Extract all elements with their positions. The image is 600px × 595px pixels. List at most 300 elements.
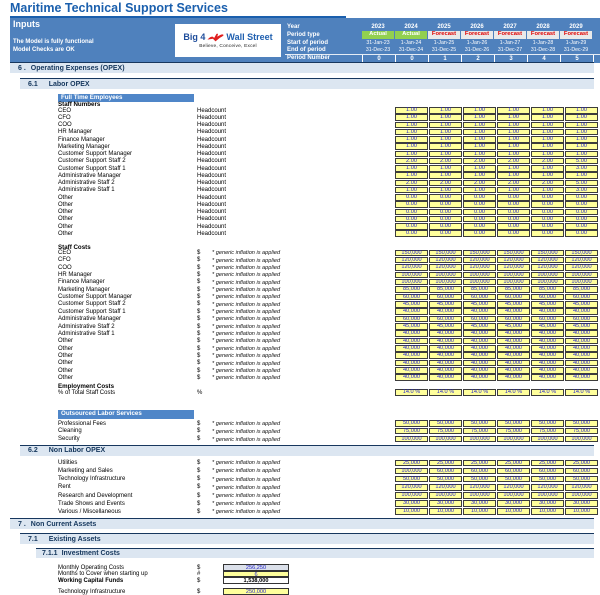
input-cell[interactable]: 40,000 <box>565 367 598 374</box>
input-cell[interactable]: 30,000 <box>497 500 530 507</box>
input-cell[interactable]: 1.00 <box>395 165 428 172</box>
input-cell[interactable]: 40,000 <box>565 338 598 345</box>
input-cell[interactable]: 0.00 <box>497 201 530 208</box>
input-cell[interactable]: 40,000 <box>531 352 564 359</box>
input-cell[interactable]: 100,000 <box>497 492 530 499</box>
input-cell[interactable]: 100,000 <box>497 272 530 279</box>
input-cell[interactable]: 50,000 <box>463 476 496 483</box>
input-cell[interactable]: 100,000 <box>531 279 564 286</box>
input-cell[interactable]: 1.00 <box>531 136 564 143</box>
input-cell[interactable]: 0.00 <box>395 201 428 208</box>
input-cell[interactable]: 120,000 <box>497 257 530 264</box>
input-cell[interactable]: 40,000 <box>497 374 530 381</box>
input-cell[interactable]: 60,000 <box>463 316 496 323</box>
input-cell[interactable]: 120,000 <box>395 264 428 271</box>
input-cell[interactable]: 0.00 <box>463 223 496 230</box>
input-cell[interactable]: 25,000 <box>429 460 462 467</box>
unit-label: $ <box>197 294 201 301</box>
input-cell[interactable]: 0.00 <box>497 216 530 223</box>
input-cell[interactable]: 50,000 <box>497 476 530 483</box>
input-cell[interactable]: 85,000 <box>531 286 564 293</box>
input-cell[interactable]: 50,000 <box>429 420 462 427</box>
input-cell[interactable]: 75,000 <box>531 428 564 435</box>
input-cell[interactable]: 60,000 <box>531 294 564 301</box>
input-cell[interactable]: 85,000 <box>497 286 530 293</box>
input-cell[interactable]: 1.00 <box>463 151 496 158</box>
input-cell[interactable]: 1.00 <box>497 143 530 150</box>
input-cell[interactable]: 100,000 <box>429 279 462 286</box>
input-cell[interactable]: 2.00 <box>531 158 564 165</box>
input-cell[interactable]: 2.00 <box>463 158 496 165</box>
input-cell[interactable]: 1.00 <box>395 114 428 121</box>
input-cell[interactable]: 30,000 <box>531 500 564 507</box>
input-cell[interactable]: 6 <box>223 571 289 578</box>
input-cell[interactable]: 10,000 <box>531 508 564 515</box>
input-cell[interactable]: 45,000 <box>429 301 462 308</box>
input-cell[interactable]: 1.00 <box>395 187 428 194</box>
input-cell[interactable]: 1.00 <box>565 151 598 158</box>
input-cell[interactable]: 120,000 <box>429 484 462 491</box>
input-cell[interactable]: 40,000 <box>395 330 428 337</box>
input-cell[interactable]: 40,000 <box>395 367 428 374</box>
input-cell[interactable]: 1.00 <box>565 129 598 136</box>
input-cell[interactable]: 250,000 <box>223 588 289 595</box>
input-cell[interactable]: 0.00 <box>395 216 428 223</box>
input-cell[interactable]: 10,000 <box>497 508 530 515</box>
input-cell[interactable]: 1.00 <box>497 129 530 136</box>
input-cell[interactable]: 40,000 <box>565 330 598 337</box>
input-cell[interactable]: 60,000 <box>429 294 462 301</box>
row-label: Cleaning <box>58 428 82 435</box>
input-cell[interactable]: 1.00 <box>429 114 462 121</box>
input-cell[interactable]: 60,000 <box>463 468 496 475</box>
input-cell[interactable]: 100,000 <box>565 272 598 279</box>
input-cell[interactable]: 150,000 <box>463 250 496 257</box>
input-cell[interactable]: 40,000 <box>531 367 564 374</box>
input-cell[interactable]: 14.0 % <box>497 389 530 396</box>
input-cell[interactable]: 3.00 <box>565 165 598 172</box>
input-cell[interactable]: 85,000 <box>429 286 462 293</box>
input-cell[interactable]: 100,000 <box>531 492 564 499</box>
input-cell[interactable]: 100,000 <box>531 436 564 443</box>
input-cell[interactable]: 30,000 <box>429 500 462 507</box>
input-cell[interactable]: 50,000 <box>531 476 564 483</box>
input-cell[interactable]: 0.00 <box>395 209 428 216</box>
input-cell[interactable]: 25,000 <box>565 460 598 467</box>
input-cell[interactable]: 45,000 <box>395 301 428 308</box>
input-cell[interactable]: 40,000 <box>497 367 530 374</box>
input-cell[interactable]: 40,000 <box>429 338 462 345</box>
input-cell[interactable]: 0.00 <box>531 223 564 230</box>
input-cell[interactable]: 40,000 <box>531 330 564 337</box>
input-cell[interactable]: 1.00 <box>497 172 530 179</box>
input-cell[interactable]: 100,000 <box>395 468 428 475</box>
input-cell[interactable]: 30,000 <box>395 500 428 507</box>
input-cell[interactable]: 45,000 <box>497 323 530 330</box>
input-cell[interactable]: 40,000 <box>395 360 428 367</box>
input-cell[interactable]: 1.00 <box>497 136 530 143</box>
input-cell[interactable]: 1.00 <box>463 129 496 136</box>
input-cell[interactable]: 1.00 <box>565 122 598 129</box>
input-cell[interactable]: 2.00 <box>497 180 530 187</box>
input-cell[interactable]: 0.00 <box>463 201 496 208</box>
input-cell[interactable]: 100,000 <box>429 436 462 443</box>
input-cell[interactable]: 40,000 <box>463 360 496 367</box>
inflation-note: * generic inflation is applied <box>212 316 281 323</box>
input-cell[interactable]: 40,000 <box>531 308 564 315</box>
input-cell[interactable]: 10,000 <box>463 508 496 515</box>
input-cell[interactable]: 40,000 <box>531 338 564 345</box>
input-cell[interactable]: 60,000 <box>497 316 530 323</box>
input-cell[interactable]: 1.00 <box>497 165 530 172</box>
input-cell[interactable]: 1.00 <box>463 136 496 143</box>
input-cell[interactable]: 40,000 <box>497 330 530 337</box>
input-cell[interactable]: 1.00 <box>463 114 496 121</box>
input-cell[interactable]: 0.00 <box>497 209 530 216</box>
input-cell[interactable]: 1.00 <box>395 143 428 150</box>
input-cell[interactable]: 100,000 <box>395 279 428 286</box>
input-cell[interactable]: 25,000 <box>463 460 496 467</box>
input-cell[interactable]: 100,000 <box>395 492 428 499</box>
input-cell[interactable]: 0.00 <box>395 194 428 201</box>
input-cell[interactable]: 3.00 <box>565 187 598 194</box>
input-cell[interactable]: 0.00 <box>531 194 564 201</box>
input-cell[interactable]: 60,000 <box>565 294 598 301</box>
input-cell[interactable]: 40,000 <box>429 308 462 315</box>
input-cell[interactable]: 40,000 <box>395 374 428 381</box>
input-cell[interactable]: 40,000 <box>463 345 496 352</box>
input-cell[interactable]: 0.00 <box>395 223 428 230</box>
row-label: Administrative Staff 1 <box>58 330 115 337</box>
row-label: Finance Manager <box>58 136 105 143</box>
input-cell[interactable]: 1.00 <box>531 187 564 194</box>
input-cell[interactable]: 50,000 <box>565 476 598 483</box>
input-cell[interactable]: 40,000 <box>429 374 462 381</box>
input-cell[interactable]: 0.00 <box>429 223 462 230</box>
input-cell[interactable]: 50,000 <box>395 476 428 483</box>
input-cell[interactable]: 100,000 <box>463 492 496 499</box>
input-cell[interactable]: 100,000 <box>497 279 530 286</box>
input-cell[interactable]: 120,000 <box>429 257 462 264</box>
row-label: Marketing Manager <box>58 286 110 293</box>
input-cell[interactable]: 60,000 <box>429 316 462 323</box>
input-cell[interactable]: 1.00 <box>531 122 564 129</box>
input-cell[interactable]: 40,000 <box>531 374 564 381</box>
input-cell[interactable]: 30,000 <box>565 500 598 507</box>
input-cell[interactable]: 40,000 <box>531 360 564 367</box>
input-cell[interactable]: 0.00 <box>565 194 598 201</box>
input-cell[interactable]: 0.00 <box>497 194 530 201</box>
input-cell[interactable]: 10,000 <box>395 508 428 515</box>
input-cell[interactable]: 1.00 <box>429 136 462 143</box>
input-cell[interactable]: 0.00 <box>565 223 598 230</box>
input-cell[interactable]: 45,000 <box>497 301 530 308</box>
input-cell[interactable]: 45,000 <box>463 301 496 308</box>
inflation-note: * generic inflation is applied <box>212 323 281 330</box>
input-cell[interactable]: 40,000 <box>429 367 462 374</box>
input-cell[interactable]: 40,000 <box>463 374 496 381</box>
input-cell[interactable]: 120,000 <box>531 484 564 491</box>
row-cells <box>395 294 599 301</box>
input-cell[interactable]: 1.00 <box>429 143 462 150</box>
input-cell[interactable]: 2.00 <box>395 158 428 165</box>
input-cell[interactable]: 2.00 <box>429 158 462 165</box>
input-cell[interactable]: 120,000 <box>463 484 496 491</box>
input-cell[interactable]: 40,000 <box>497 345 530 352</box>
input-cell[interactable]: 0.00 <box>463 209 496 216</box>
input-cell[interactable]: 0.00 <box>463 194 496 201</box>
input-cell[interactable]: 0.00 <box>429 194 462 201</box>
input-cell[interactable]: 0.00 <box>531 209 564 216</box>
row-label: Customer Support Manager <box>58 294 133 301</box>
input-cell[interactable]: 14.0 % <box>565 389 598 396</box>
input-cell[interactable]: 0.00 <box>565 216 598 223</box>
input-cell[interactable]: 120,000 <box>565 264 598 271</box>
input-cell[interactable]: 1.00 <box>497 114 530 121</box>
input-cell[interactable]: 50,000 <box>395 420 428 427</box>
input-cell[interactable]: 100,000 <box>429 272 462 279</box>
input-cell[interactable]: 100,000 <box>429 492 462 499</box>
inflation-note: * generic inflation is applied <box>212 484 281 491</box>
input-cell[interactable]: 40,000 <box>463 338 496 345</box>
input-cell[interactable]: 120,000 <box>565 257 598 264</box>
input-cell[interactable]: 40,000 <box>565 308 598 315</box>
input-cell[interactable]: 100,000 <box>395 436 428 443</box>
input-cell[interactable]: 40,000 <box>463 367 496 374</box>
input-cell[interactable]: 0.00 <box>531 216 564 223</box>
input-cell[interactable]: 0.00 <box>395 230 428 237</box>
input-cell[interactable]: 150,000 <box>429 250 462 257</box>
input-cell[interactable]: 100,000 <box>463 436 496 443</box>
input-cell[interactable]: 1.00 <box>531 165 564 172</box>
input-cell[interactable]: 1.00 <box>463 107 496 114</box>
input-cell[interactable]: 100,000 <box>497 436 530 443</box>
input-cell[interactable]: 75,000 <box>463 428 496 435</box>
input-cell[interactable]: 1.00 <box>565 136 598 143</box>
input-cell[interactable]: 0.00 <box>463 230 496 237</box>
input-cell[interactable]: 1.00 <box>429 129 462 136</box>
input-cell[interactable]: 2.00 <box>497 158 530 165</box>
input-cell[interactable]: 120,000 <box>497 264 530 271</box>
input-cell[interactable]: 40,000 <box>395 308 428 315</box>
input-cell[interactable]: 75,000 <box>497 428 530 435</box>
input-cell[interactable]: 60,000 <box>395 294 428 301</box>
input-cell[interactable]: 14.0 % <box>429 389 462 396</box>
input-cell[interactable]: 60,000 <box>429 468 462 475</box>
input-cell[interactable]: 1.00 <box>497 122 530 129</box>
input-cell[interactable]: 40,000 <box>497 308 530 315</box>
input-cell[interactable]: 75,000 <box>429 428 462 435</box>
input-cell[interactable]: 75,000 <box>565 428 598 435</box>
input-cell[interactable]: 1.00 <box>463 143 496 150</box>
input-cell[interactable]: 0.00 <box>497 230 530 237</box>
input-cell[interactable]: 0.00 <box>565 201 598 208</box>
input-cell[interactable]: 40,000 <box>395 345 428 352</box>
input-cell[interactable]: 40,000 <box>565 345 598 352</box>
input-cell[interactable]: 120,000 <box>531 264 564 271</box>
input-cell[interactable]: 1.00 <box>429 187 462 194</box>
input-cell[interactable]: 0.00 <box>565 209 598 216</box>
input-cell[interactable]: 5.00 <box>565 158 598 165</box>
input-cell[interactable]: 120,000 <box>497 484 530 491</box>
input-cell[interactable]: 60,000 <box>497 468 530 475</box>
input-cell[interactable]: 1.00 <box>565 143 598 150</box>
input-cell[interactable]: 40,000 <box>565 374 598 381</box>
input-cell[interactable]: 120,000 <box>531 257 564 264</box>
input-cell[interactable]: 1.00 <box>395 136 428 143</box>
input-cell[interactable]: 45,000 <box>565 301 598 308</box>
input-cell[interactable]: 1.00 <box>565 172 598 179</box>
input-cell[interactable]: 1.00 <box>531 107 564 114</box>
input-cell[interactable]: 40,000 <box>395 338 428 345</box>
input-cell[interactable]: 0.00 <box>429 201 462 208</box>
input-cell[interactable]: 60,000 <box>395 316 428 323</box>
input-cell[interactable]: 0.00 <box>429 230 462 237</box>
input-cell[interactable]: 40,000 <box>463 308 496 315</box>
investment-row <box>0 578 600 585</box>
input-cell[interactable]: 0.00 <box>565 230 598 237</box>
input-cell[interactable]: 5.00 <box>565 180 598 187</box>
input-cell[interactable]: 14.0 % <box>463 389 496 396</box>
input-cell[interactable]: 0.00 <box>429 216 462 223</box>
input-cell[interactable]: 1.00 <box>429 122 462 129</box>
input-cell[interactable]: 25,000 <box>497 460 530 467</box>
input-cell[interactable]: 40,000 <box>395 352 428 359</box>
input-cell[interactable]: 1.00 <box>531 151 564 158</box>
input-cell[interactable]: 1.00 <box>497 107 530 114</box>
unit-label: $ <box>197 500 201 507</box>
input-cell[interactable]: 150,000 <box>497 250 530 257</box>
input-cell[interactable]: 40,000 <box>497 360 530 367</box>
input-cell[interactable]: 0.00 <box>463 216 496 223</box>
input-cell[interactable]: 1.00 <box>429 165 462 172</box>
input-cell[interactable]: 1.00 <box>565 107 598 114</box>
input-cell[interactable]: 60,000 <box>565 316 598 323</box>
input-cell[interactable]: 45,000 <box>395 323 428 330</box>
input-cell[interactable]: 100,000 <box>395 272 428 279</box>
input-cell[interactable]: 60,000 <box>463 294 496 301</box>
input-cell[interactable]: 40,000 <box>497 352 530 359</box>
input-cell[interactable]: 25,000 <box>531 460 564 467</box>
input-cell[interactable]: 120,000 <box>429 264 462 271</box>
input-cell[interactable]: 1.00 <box>463 172 496 179</box>
input-cell[interactable]: 25,000 <box>395 460 428 467</box>
input-cell[interactable]: 150,000 <box>395 250 428 257</box>
input-cell[interactable]: 45,000 <box>531 301 564 308</box>
input-cell[interactable]: 14.0 % <box>531 389 564 396</box>
input-cell[interactable]: 40,000 <box>463 352 496 359</box>
input-cell[interactable]: 100,000 <box>565 492 598 499</box>
input-cell[interactable]: 120,000 <box>565 484 598 491</box>
input-cell[interactable]: 2.00 <box>531 180 564 187</box>
input-cell[interactable]: 40,000 <box>429 352 462 359</box>
inflation-note: * generic inflation is applied <box>212 279 281 286</box>
input-cell[interactable]: 75,000 <box>395 428 428 435</box>
input-cell[interactable]: 1.00 <box>429 172 462 179</box>
input-cell[interactable]: 100,000 <box>565 436 598 443</box>
input-cell[interactable]: 60,000 <box>531 468 564 475</box>
input-cell[interactable]: 1.00 <box>463 187 496 194</box>
input-cell[interactable]: 100,000 <box>463 279 496 286</box>
input-cell[interactable]: 85,000 <box>395 286 428 293</box>
input-cell[interactable]: 60,000 <box>531 316 564 323</box>
end-date-cell: 31-Dec-29 <box>563 46 589 53</box>
input-cell[interactable]: 40,000 <box>429 345 462 352</box>
input-cell[interactable]: 0.00 <box>429 209 462 216</box>
input-cell[interactable]: 40,000 <box>429 330 462 337</box>
input-cell[interactable]: 40,000 <box>531 345 564 352</box>
input-cell[interactable]: 100,000 <box>565 279 598 286</box>
input-cell[interactable]: 2.00 <box>429 180 462 187</box>
input-cell[interactable]: 1.00 <box>463 165 496 172</box>
input-cell[interactable]: 120,000 <box>395 257 428 264</box>
row-label: Customer Support Manager <box>58 151 133 157</box>
input-cell[interactable]: 2.00 <box>463 180 496 187</box>
input-cell[interactable]: 40,000 <box>565 352 598 359</box>
input-cell[interactable]: 1.00 <box>497 187 530 194</box>
input-cell[interactable]: 60,000 <box>565 468 598 475</box>
input-cell[interactable]: 1.00 <box>531 114 564 121</box>
input-cell[interactable]: 1.00 <box>531 129 564 136</box>
input-cell[interactable]: 10,000 <box>429 508 462 515</box>
input-cell[interactable]: 1.00 <box>429 107 462 114</box>
input-cell[interactable]: 1.00 <box>429 151 462 158</box>
input-cell[interactable]: 1.00 <box>531 143 564 150</box>
input-cell[interactable]: 45,000 <box>565 323 598 330</box>
input-cell[interactable]: 60,000 <box>497 294 530 301</box>
year-cell: 2026 <box>470 23 484 30</box>
input-cell[interactable]: 40,000 <box>429 360 462 367</box>
input-cell[interactable]: 40,000 <box>497 338 530 345</box>
input-cell[interactable]: 1.00 <box>395 151 428 158</box>
input-cell[interactable]: 10,000 <box>565 508 598 515</box>
input-cell[interactable]: 1.00 <box>395 129 428 136</box>
input-cell[interactable]: 100,000 <box>531 272 564 279</box>
input-cell[interactable]: 85,000 <box>463 286 496 293</box>
input-cell[interactable]: 1.00 <box>565 114 598 121</box>
input-cell[interactable]: 50,000 <box>429 476 462 483</box>
input-cell[interactable]: 1.00 <box>395 122 428 129</box>
input-cell[interactable]: 50,000 <box>463 420 496 427</box>
input-cell[interactable]: 45,000 <box>531 323 564 330</box>
input-cell[interactable]: 40,000 <box>565 360 598 367</box>
input-cell[interactable]: 120,000 <box>463 257 496 264</box>
input-cell[interactable]: 50,000 <box>565 420 598 427</box>
input-cell[interactable]: 0.00 <box>497 223 530 230</box>
input-cell[interactable]: 1.00 <box>463 122 496 129</box>
input-cell[interactable]: 50,000 <box>497 420 530 427</box>
input-cell[interactable]: 30,000 <box>463 500 496 507</box>
input-cell[interactable]: 50,000 <box>531 420 564 427</box>
input-cell[interactable]: 45,000 <box>429 323 462 330</box>
input-cell[interactable]: 1.00 <box>395 172 428 179</box>
input-cell[interactable]: 120,000 <box>395 484 428 491</box>
input-cell[interactable]: 1.00 <box>395 107 428 114</box>
input-cell[interactable]: 150,000 <box>531 250 564 257</box>
input-cell[interactable]: 14.0 % <box>395 389 428 396</box>
input-cell[interactable]: 100,000 <box>463 272 496 279</box>
input-cell[interactable]: 2.00 <box>395 180 428 187</box>
input-cell[interactable]: 1.00 <box>531 172 564 179</box>
input-cell[interactable]: 0.00 <box>531 201 564 208</box>
input-cell[interactable]: 150,000 <box>565 250 598 257</box>
input-cell[interactable]: 120,000 <box>463 264 496 271</box>
input-cell[interactable]: 85,000 <box>565 286 598 293</box>
input-cell[interactable]: 40,000 <box>463 330 496 337</box>
input-cell[interactable]: 1.00 <box>497 151 530 158</box>
input-cell[interactable]: 45,000 <box>463 323 496 330</box>
input-cell[interactable]: 0.00 <box>531 230 564 237</box>
